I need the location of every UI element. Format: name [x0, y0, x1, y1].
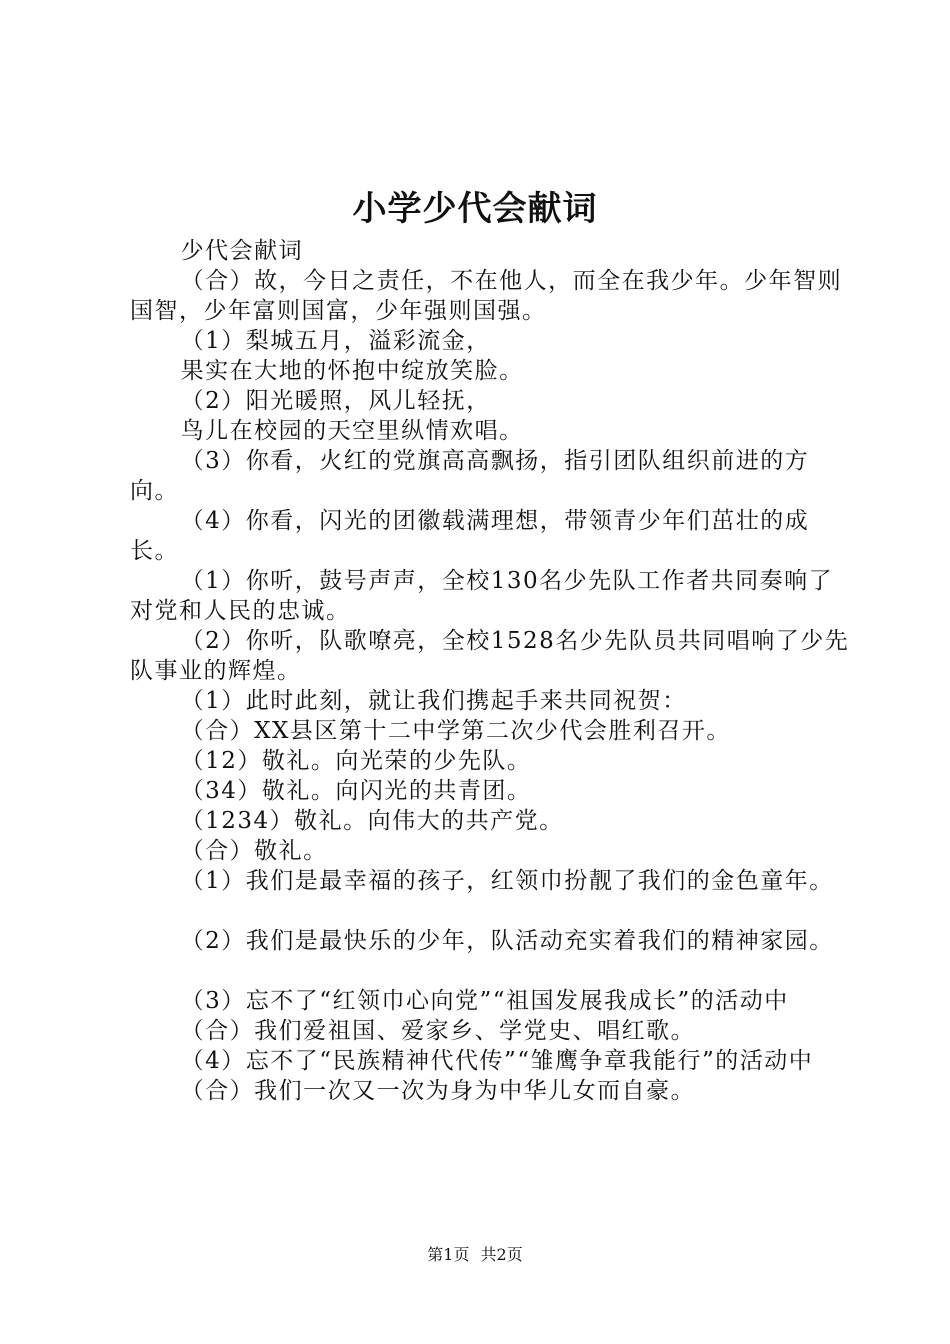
paragraph: （3）忘不了“红领巾心向党”“祖国发展我成长”的活动中: [180, 988, 789, 1014]
paragraph: （4）忘不了“民族精神代代传”“雏鹰争章我能行”的活动中: [180, 1048, 814, 1074]
document-body: [130, 236, 850, 1106]
paragraph: 鸟儿在校园的天空里纵情欢唱。: [180, 418, 524, 444]
paragraph: （2）阳光暖照，风儿轻抚，: [180, 388, 491, 414]
paragraph: （2）我们是最快乐的少年，队活动充实着我们的精神家园。: [180, 928, 834, 954]
paragraph: （12）敬礼。向光荣的少先队。: [180, 748, 532, 774]
paragraph: （34）敬礼。向闪光的共青团。: [180, 778, 532, 804]
paragraph: （2）你听，队歌嘹亮，全校1528名少先队员共同唱响了少先队事业的辉煌。: [130, 628, 850, 684]
page-number-current: 第1页: [427, 1245, 470, 1264]
paragraph: （合）故，今日之责任，不在他人，而全在我少年。少年智则国智，少年富则国富，少年强则国强。: [130, 268, 843, 324]
page-footer: [0, 1243, 950, 1267]
paragraph: 果实在大地的怀抱中绽放笑脸。: [180, 358, 524, 384]
document-title: 小学少代会献词: [352, 189, 598, 229]
page-number-total: 共2页: [480, 1245, 523, 1264]
paragraph: （4）你看，闪光的团徽载满理想，带领青少年们茁壮的成长。: [130, 508, 810, 564]
paragraph: （3）你看，火红的党旗高高飘扬，指引团队组织前进的方向。: [130, 448, 810, 504]
paragraph: （1）你听，鼓号声声，全校130名少先队工作者共同奏响了对党和人民的忠诚。: [130, 568, 834, 624]
paragraph: （合）敬礼。: [180, 838, 328, 864]
paragraph: （1）我们是最幸福的孩子，红领巾扮靓了我们的金色童年。: [180, 868, 834, 894]
paragraph: （1）梨城五月，溢彩流金，: [180, 328, 491, 354]
paragraph: 少代会献词: [180, 238, 304, 264]
paragraph: （合）XX县区第十二中学第二次少代会胜利召开。: [180, 718, 731, 744]
paragraph: （1234）敬礼。向伟大的共产党。: [180, 808, 564, 834]
paragraph: （合）我们一次又一次为身为中华儿女而自豪。: [180, 1078, 696, 1104]
paragraph: （合）我们爱祖国、爱家乡、学党史、唱红歌。: [180, 1018, 696, 1044]
paragraph: （1）此时此刻，就让我们携起手来共同祝贺：: [180, 688, 687, 714]
